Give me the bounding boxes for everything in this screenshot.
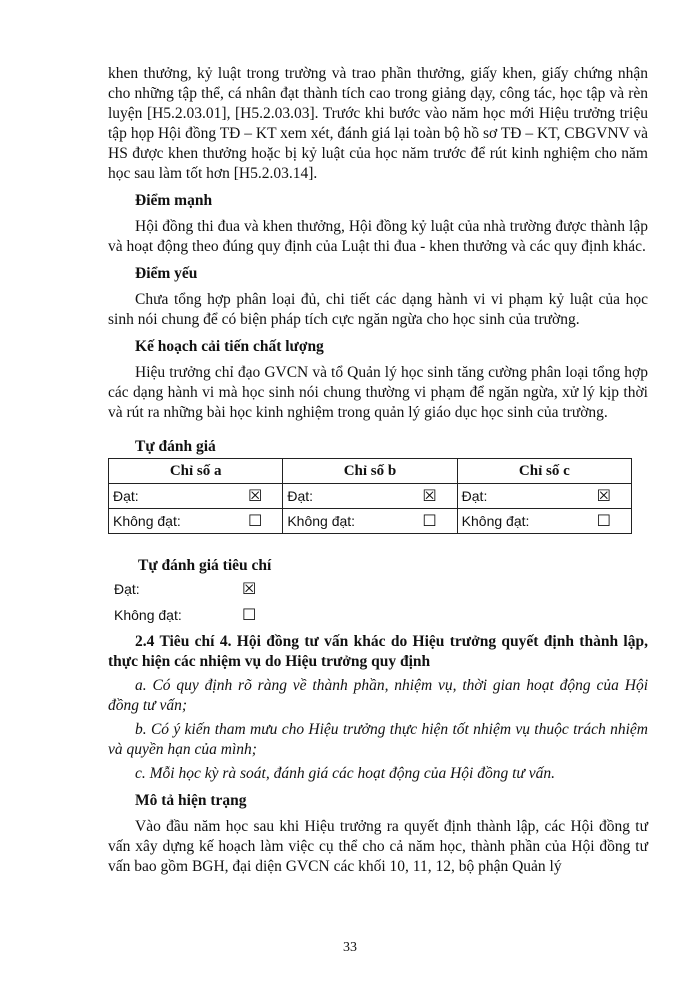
indicator-a-fail-cell xyxy=(109,509,283,534)
indicator-c-header: Chỉ số c xyxy=(457,459,631,484)
pass-label: Đạt: xyxy=(114,581,140,597)
criterion4-item-b: b. Có ý kiến tham mưu cho Hiệu trưởng thực hiện tốt nhiệm vụ thuộc trách nhiệm và quyền hạn của mình; xyxy=(108,721,648,758)
fail-label: Không đạt: xyxy=(114,607,182,623)
weaknesses-heading: Điểm yếu xyxy=(135,265,198,282)
checked-box-icon[interactable]: ☒ xyxy=(247,486,263,505)
indicator-b-fail-cell xyxy=(283,509,457,534)
strengths-text: Hội đồng thi đua và khen thưởng, Hội đồng kỷ luật của nhà trường được thành lập và hoạt động theo đúng quy định của Luật thi đua - khen thưởng và các quy định khác. xyxy=(108,218,648,255)
pass-label: Đạt: xyxy=(461,488,488,504)
checked-box-icon[interactable]: ☒ xyxy=(596,486,611,505)
pass-label: Đạt: xyxy=(113,488,139,504)
weaknesses-text: Chưa tổng hợp phân loại đủ, chi tiết các dạng hành vi vi phạm kỷ luật của học sinh nói chung để có biện pháp tích cực ngăn ngừa cho học sinh của trường. xyxy=(108,291,648,328)
fail-label: Không đạt: xyxy=(287,513,356,529)
criterion-eval-title: Tự đánh giá tiêu chí xyxy=(138,557,272,574)
pass-label: Đạt: xyxy=(287,488,314,504)
indicator-a-pass-cell xyxy=(109,484,283,509)
self-eval-header-row xyxy=(109,459,632,484)
intro-paragraph: khen thưởng, kỷ luật trong trường và trao phần thưởng, giấy khen, giấy chứng nhận cho những tập thể, cá nhân đạt thành tích cao trong giảng dạy, công tác, học tập và rèn luyện [H5.2.03.01], [H5.2.03.03]. Trước khi bước vào năm học mới Hiệu trưởng triệu tập họp Hội đồng TĐ – KT xem xét, đánh giá lại toàn bộ hồ sơ TĐ – KT, CBGVNV và HS được khen thưởng hoặc bị kỷ luật của học năm trước để rút kinh nghiệm cho năm học sau làm tốt hơn [H5.2.03.14]. xyxy=(108,65,648,182)
criterion4-item-c: c. Mỗi học kỳ rà soát, đánh giá các hoạt động của Hội đồng tư vấn. xyxy=(135,765,555,782)
criterion4-item-a: a. Có quy định rõ ràng về thành phần, nhiệm vụ, thời gian hoạt động của Hội đồng tư vấn; xyxy=(108,677,648,714)
indicator-a-header: Chỉ số a xyxy=(109,459,283,484)
indicator-b-pass-cell xyxy=(283,484,457,509)
improvement-heading: Kế hoạch cải tiến chất lượng xyxy=(135,338,324,355)
self-eval-title: Tự đánh giá xyxy=(135,438,216,455)
self-eval-fail-row xyxy=(109,509,632,534)
empty-box-icon[interactable]: ☐ xyxy=(422,511,437,530)
status-text: Vào đầu năm học sau khi Hiệu trưởng ra quyết định thành lập, các Hội đồng tư vấn xây dựng kế hoạch làm việc cụ thể cho cả năm học, thành phần của Hội đồng tư vấn bao gồm BGH, đại diện GVCN các khối 10, 11, 12, bộ phận Quản lý xyxy=(108,818,648,875)
empty-box-icon[interactable]: ☐ xyxy=(247,511,263,530)
checked-box-icon[interactable]: ☒ xyxy=(422,486,437,505)
checked-box-icon[interactable]: ☒ xyxy=(242,579,257,598)
fail-label: Không đạt: xyxy=(113,513,181,529)
status-heading: Mô tả hiện trạng xyxy=(135,792,247,809)
page-number: 33 xyxy=(343,940,357,955)
empty-box-icon[interactable]: ☐ xyxy=(596,511,611,530)
improvement-text: Hiệu trưởng chỉ đạo GVCN và tổ Quản lý học sinh tăng cường phân loại tổng hợp các dạng hành vi mà học sinh nói chung thường vi phạm để ngăn ngừa, xử lý kịp thời và rút ra những bài học kinh nghiệm trong quản lý giáo dục học sinh của trường. xyxy=(108,364,648,421)
criterion4-title: 2.4 Tiêu chí 4. Hội đồng tư vấn khác do Hiệu trưởng quyết định thành lập, thực hiện các nhiệm vụ do Hiệu trưởng quy định xyxy=(108,633,648,670)
fail-label: Không đạt: xyxy=(461,513,530,529)
document-page xyxy=(108,64,648,877)
indicator-c-fail-cell xyxy=(457,509,631,534)
criterion-eval xyxy=(108,556,648,628)
self-eval-pass-row xyxy=(109,484,632,509)
strengths-heading: Điểm mạnh xyxy=(135,192,213,209)
indicator-c-pass-cell xyxy=(457,484,631,509)
criterion-eval-pass-row xyxy=(108,576,648,602)
indicator-b-header: Chỉ số b xyxy=(283,459,457,484)
criterion-eval-fail-row xyxy=(108,602,648,628)
self-eval-table xyxy=(108,458,632,534)
empty-box-icon[interactable]: ☐ xyxy=(242,605,257,624)
